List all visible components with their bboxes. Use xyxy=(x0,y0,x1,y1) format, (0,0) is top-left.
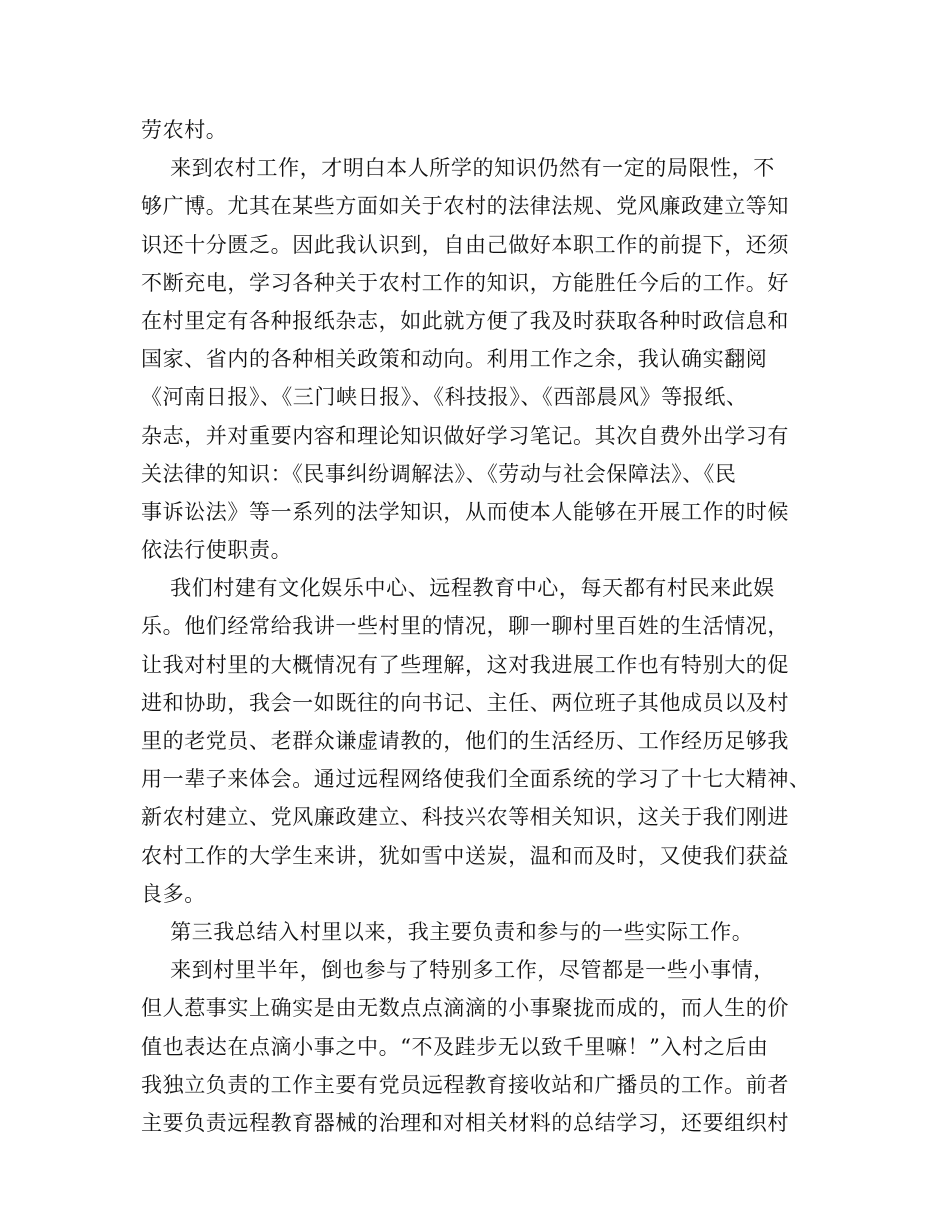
text-line: 劳农村。 xyxy=(141,118,228,142)
text-line: 值也表达在点滴小事之中。“不及跬步无以致千里嘛！”入村之后由 xyxy=(141,1034,769,1059)
text-line: 里的老党员、老群众谦虚请教的，他们的生活经历、工作经历足够我 xyxy=(141,729,789,753)
text-line: 但人惹事实上确实是由无数点点滴滴的小事聚拢而成的，而人生的价 xyxy=(141,996,789,1021)
text-line: 第三我总结入村里以来，我主要负责和参与的一些实际工作。 xyxy=(141,919,754,944)
text-line: 识还十分匮乏。因此我认识到，自由己做好本职工作的前提下，还须 xyxy=(141,232,789,257)
text-line: 新农村建立、党风廉政建立、科技兴农等相关知识，这关于我们刚进 xyxy=(141,805,789,830)
text-line: 《河南日报》、《三门峡日报》、《科技报》、《西部晨风》等报纸、 xyxy=(141,385,748,410)
text-line: 事诉讼法》等一系列的法学知识，从而使本人能够在开展工作的时候 xyxy=(141,499,789,524)
text-line: 让我对村里的大概情况有了些理解，这对我进展工作也有特别大的促 xyxy=(141,652,789,677)
text-line: 我们村建有文化娱乐中心、远程教育中心，每天都有村民来此娱 xyxy=(141,576,775,601)
text-line: 良多。 xyxy=(141,881,206,906)
text-line: 不断充电，学习各种关于农村工作的知识，方能胜任今后的工作。好 xyxy=(141,270,789,295)
text-line: 用一辈子来体会。通过远程网络使我们全面系统的学习了十七大精神、 xyxy=(141,767,811,792)
text-line: 农村工作的大学生来讲，犹如雪中送炭，温和而及时，又使我们获益 xyxy=(141,843,789,868)
text-line: 来到村里半年，倒也参与了特别多工作，尽管都是一些小事情， xyxy=(141,958,775,983)
text-line: 杂志，并对重要内容和理论知识做好学习笔记。其次自费外出学习有 xyxy=(141,423,789,448)
text-line: 来到农村工作，才明白本人所学的知识仍然有一定的局限性，不 xyxy=(141,156,775,181)
text-line: 主要负责远程教育器械的治理和对相关材料的总结学习，还要组织村 xyxy=(141,1110,789,1135)
text-line: 依法行使职责。 xyxy=(141,538,293,563)
text-line: 关法律的知识：《民事纠纷调解法》、《劳动与社会保障法》、《民 xyxy=(141,461,737,486)
document-body xyxy=(141,111,813,1142)
text-line: 乐。他们经常给我讲一些村里的情况，聊一聊村里百姓的生活情况， xyxy=(141,614,789,639)
text-line: 在村里定有各种报纸杂志，如此就方便了我及时获取各种时政信息和 xyxy=(141,308,789,333)
text-line: 国家、省内的各种相关政策和动向。利用工作之余，我认确实翻阅 xyxy=(141,347,768,372)
text-line: 够广博。尤其在某些方面如关于农村的法律法规、党风廉政建立等知 xyxy=(141,194,789,219)
text-line: 进和协助，我会一如既往的向书记、主任、两位班子其他成员以及村 xyxy=(141,690,789,715)
text-line: 我独立负责的工作主要有党员远程教育接收站和广播员的工作。前者 xyxy=(141,1072,789,1097)
